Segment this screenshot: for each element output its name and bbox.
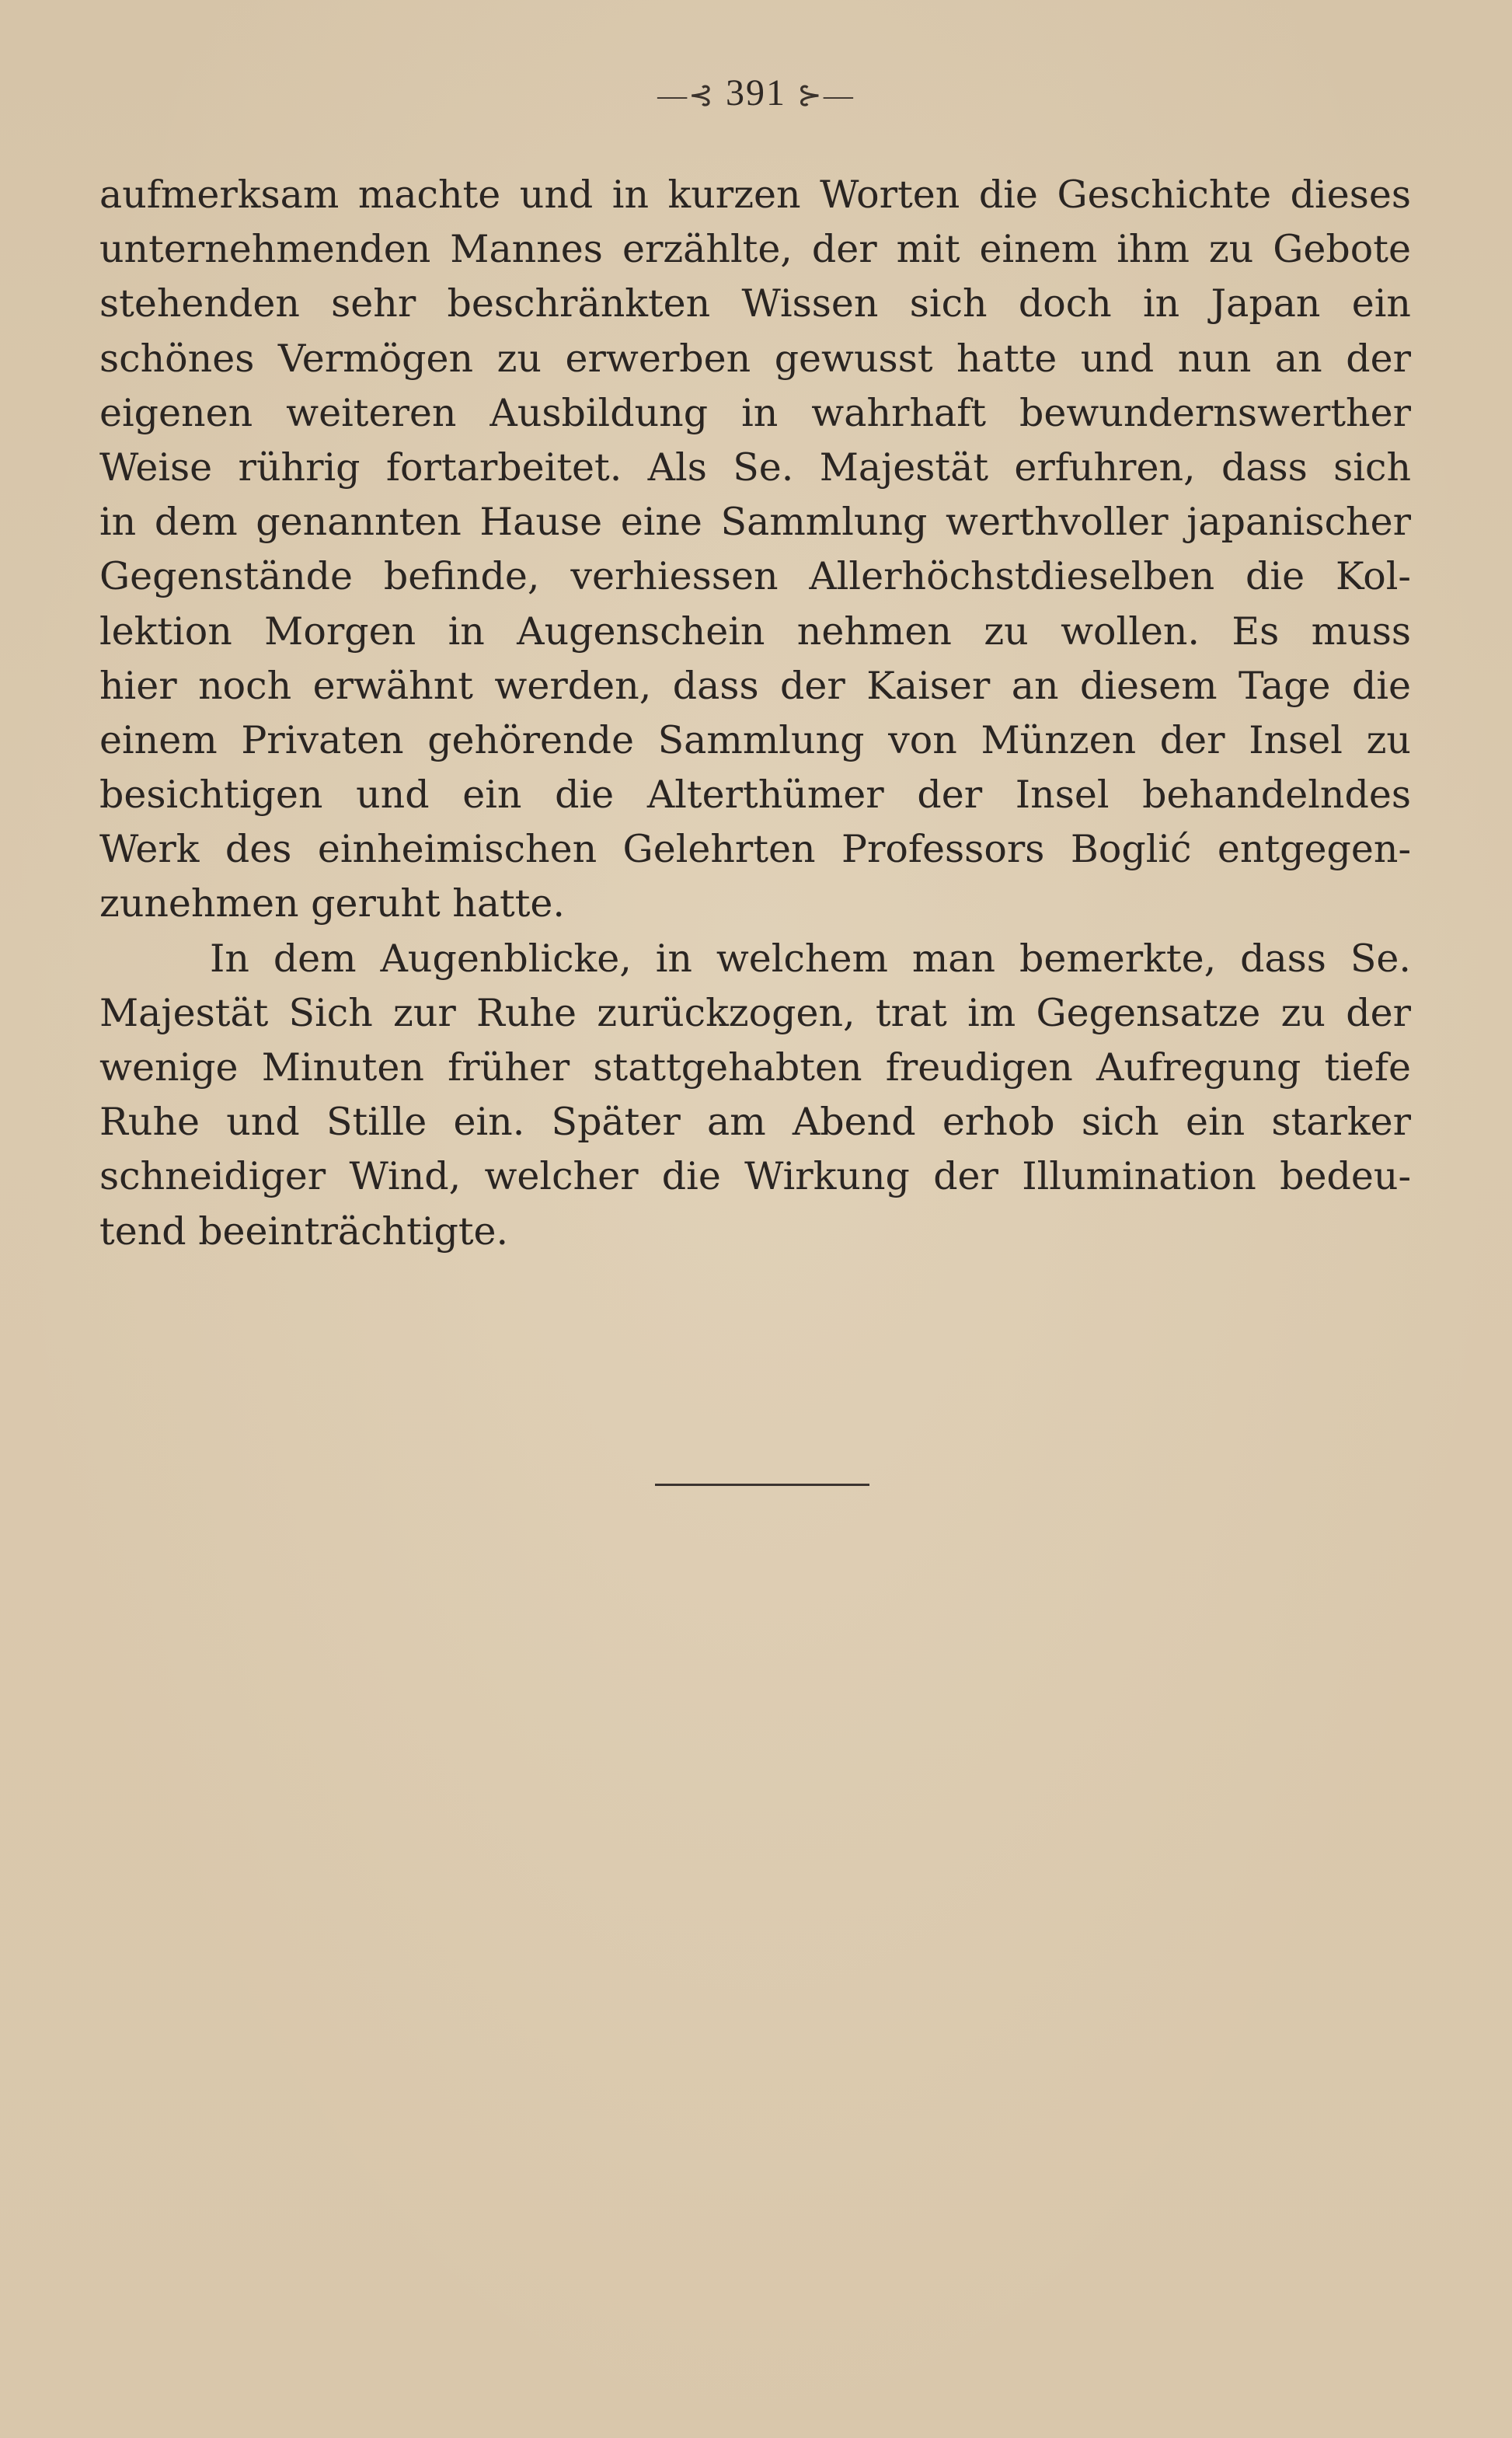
text-line: Majestät Sich zur Ruhe zurückzogen, trat im Gegensatze zu der <box>99 990 1411 1035</box>
text-line: besichtigen und ein die Alterthümer der Insel behandelndes <box>99 773 1411 818</box>
text-line: hier noch erwähnt werden, dass der Kaiser an diesem Tage die <box>99 663 1411 708</box>
ornament-left: —⊰ <box>657 79 715 112</box>
body-text <box>99 168 1411 1259</box>
page-number-header <box>0 72 1512 114</box>
text-line: in dem genannten Hause eine Sammlung werthvoller japanischer <box>99 500 1411 545</box>
text-line: aufmerksam machte und in kurzen Worten die Geschichte dieses <box>99 173 1411 217</box>
page-number: 391 <box>726 72 786 113</box>
text-line: Gegenstände befinde, verhiessen Allerhöchstdieselben die Kol- <box>99 554 1411 599</box>
text-line: lektion Morgen in Augenschein nehmen zu wollen. Es muss <box>99 609 1411 654</box>
text-line: Ruhe und Stille ein. Später am Abend erhob sich ein starker <box>99 1100 1411 1145</box>
ornament-right: ⊱— <box>797 79 855 112</box>
text-line: wenige Minuten früher stattgehabten freudigen Aufregung tiefe <box>99 1045 1411 1090</box>
text-line: eigenen weiteren Ausbildung in wahrhaft bewundernswerther <box>99 390 1411 435</box>
text-line: Weise rührig fortarbeitet. Als Se. Majestät erfuhren, dass sich <box>99 445 1411 490</box>
text-line: schönes Vermögen zu erwerben gewusst hatte und nun an der <box>99 336 1411 381</box>
paragraph-start-line: In dem Augenblicke, in welchem man bemerkte, dass Se. <box>210 936 1411 981</box>
section-divider-rule <box>655 1484 869 1486</box>
text-line: stehenden sehr beschränkten Wissen sich doch in Japan ein <box>99 281 1411 326</box>
text-line: schneidiger Wind, welcher die Wirkung der Illumination bedeu- <box>99 1154 1411 1199</box>
text-line: tend beeinträchtigte. <box>99 1209 509 1254</box>
text-line: Werk des einheimischen Gelehrten Professors Boglić entgegen- <box>99 827 1411 872</box>
text-line: zunehmen geruht hatte. <box>99 881 565 926</box>
text-line: unternehmenden Mannes erzählte, der mit einem ihm zu Gebote <box>99 227 1411 272</box>
text-line: einem Privaten gehörende Sammlung von Münzen der Insel zu <box>99 717 1411 762</box>
